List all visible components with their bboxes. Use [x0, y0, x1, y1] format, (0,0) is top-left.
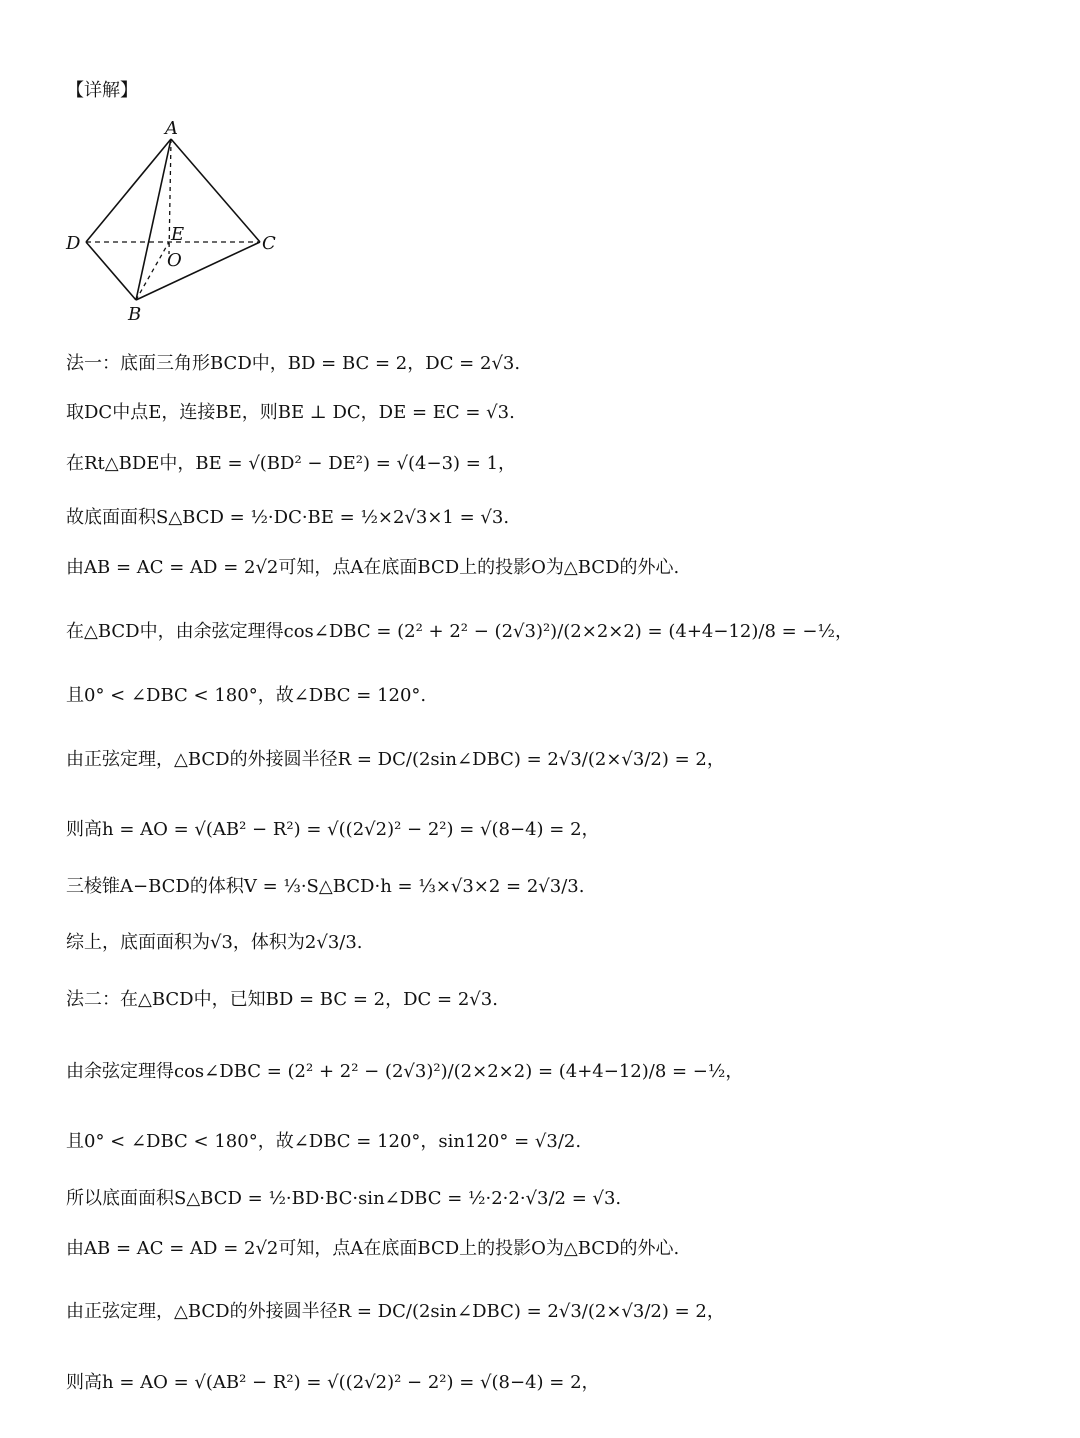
solution-line: 由AB = AC = AD = 2√2可知，点A在底面BCD上的投影O为△BCD的外心.: [66, 1238, 680, 1259]
label-D: D: [66, 233, 81, 254]
edge-AC: [171, 139, 260, 242]
solution-line: 则高h = AO = √(AB² − R²) = √((2√2)² − 2²) = √(8−4) = 2，: [66, 1372, 600, 1393]
solution-line: 由正弦定理，△BCD的外接圆半径R = DC/(2sin∠DBC) = 2√3/(2×√3/2) = 2，: [66, 1301, 725, 1322]
solution-line: 由余弦定理得cos∠DBC = (2² + 2² − (2√3)²)/(2×2×2) = (4+4−12)/8 = −½，: [66, 1061, 744, 1082]
solution-line: 所以底面面积S△BCD = ½·BD·BC·sin∠DBC = ½·2·2·√3/2 = √3.: [66, 1188, 622, 1209]
edge-CB: [136, 242, 260, 300]
label-A: A: [165, 118, 178, 139]
solution-line: 法一：底面三角形BCD中，BD = BC = 2，DC = 2√3.: [66, 353, 521, 374]
solution-line: 则高h = AO = √(AB² − R²) = √((2√2)² − 2²) = √(8−4) = 2，: [66, 819, 600, 840]
solution-line: 且0° < ∠DBC < 180°，故∠DBC = 120°，sin120° = √3/2.: [66, 1131, 582, 1152]
solution-line: 由正弦定理，△BCD的外接圆半径R = DC/(2sin∠DBC) = 2√3/(2×√3/2) = 2，: [66, 749, 725, 770]
solution-line: 在Rt△BDE中，BE = √(BD² − DE²) = √(4−3) = 1，: [66, 453, 517, 474]
label-B: B: [128, 304, 142, 325]
solution-line: 由AB = AC = AD = 2√2可知，点A在底面BCD上的投影O为△BCD的外心.: [66, 557, 680, 578]
solution-line: 故底面面积S△BCD = ½·DC·BE = ½×2√3×1 = √3.: [66, 507, 510, 528]
label-E: E: [171, 224, 185, 245]
solution-line: 在△BCD中，由余弦定理得cos∠DBC = (2² + 2² − (2√3)²)/(2×2×2) = (4+4−12)/8 = −½，: [66, 621, 853, 642]
section-heading: 【详解】: [66, 80, 138, 101]
label-C: C: [262, 233, 276, 254]
segment-BE-dashed: [136, 242, 169, 300]
edge-AD: [86, 139, 171, 242]
edge-DB: [86, 242, 136, 300]
solution-line: 取DC中点E，连接BE，则BE ⊥ DC，DE = EC = √3.: [66, 402, 515, 423]
tetrahedron-diagram: [60, 112, 290, 327]
label-O: O: [167, 250, 182, 271]
solution-line: 综上，底面面积为√3，体积为2√3/3.: [66, 932, 363, 953]
solution-line: 法二：在△BCD中，已知BD = BC = 2，DC = 2√3.: [66, 989, 498, 1010]
edge-AB: [136, 139, 171, 300]
solution-line: 且0° < ∠DBC < 180°，故∠DBC = 120°.: [66, 685, 427, 706]
solution-line: 三棱锥A−BCD的体积V = ⅓·S△BCD·h = ⅓×√3×2 = 2√3/3.: [66, 876, 585, 897]
